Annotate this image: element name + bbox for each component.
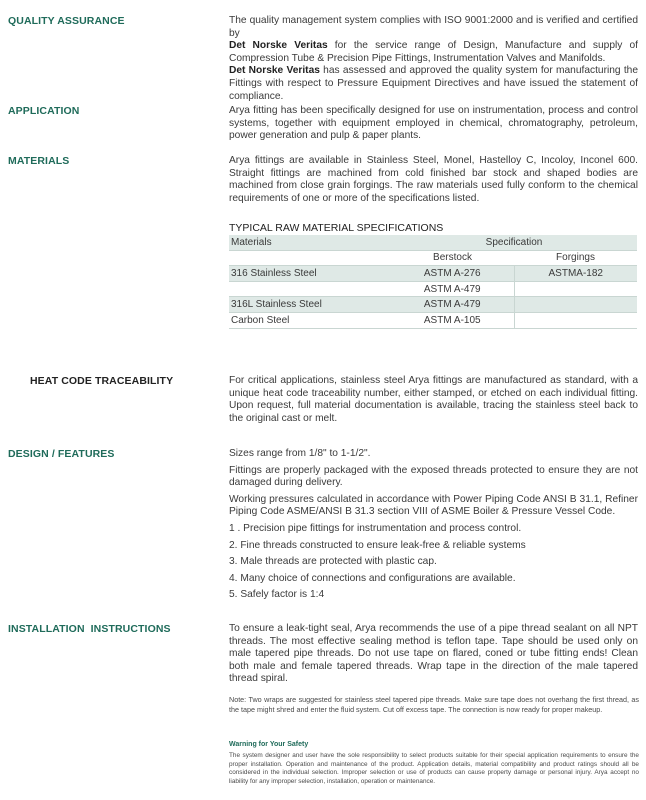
design-packaged: Fittings are properly packaged with the exposed threads protected to ensure they are not damaged during delivery. [229,464,638,489]
design-body [229,448,638,606]
barstock-cell: ASTM A-276 [391,266,514,282]
material-cell: Carbon Steel [229,312,391,328]
forgings-cell [514,297,637,313]
barstock-cell: ASTM A-479 [391,297,514,313]
quality-p1-c: for the service range of Design, Manufacture and supply of Compression Tube & Precision Pipe Fittings, Instrumentation Valves and Manifolds. [229,40,638,64]
list-item: 3. Male threads are protected with plastic cap. [229,556,437,568]
table-row [229,281,637,297]
materials-body: Arya fittings are available in Stainless Steel, Monel, Hastelloy C, Incoloy, Inconel 600. Straight fittings are machined from cold finished bar stock and shaped bodies are machined from close grain forgings. The raw materials used fully conform to the chemical requirements of one or more of the specifications listed. [229,155,638,204]
material-cell: 316 Stainless Steel [229,266,391,282]
heat-body: For critical applications, stainless steel Arya fittings are manufactured as standard, with a unique heat code traceability number, either stamped, or etched on each individual fitting. Upon request, full material documentation is available, tracing the stainless steel back to the original cast or melt. [229,375,638,424]
forgings-cell [514,281,637,297]
quality-p2-a: Det Norske Veritas [229,65,320,77]
table-row [229,312,637,328]
list-item: 4. Many choice of connections and configurations are available. [229,572,516,584]
heat-heading: HEAT CODE TRACEABILITY [30,375,174,387]
quality-heading: QUALITY ASSURANCE [8,15,125,27]
col-barstock: Berstock [391,250,514,266]
col-materials: Materials [229,235,391,250]
warning-text: The system designer and user have the sole responsibility to select products suitable for their special application requirements to ensure the proper installation. Operation and maintenance of the product. Application details, material compatibility and product ratings should all be considered in the individual selection. Improper selection or use of products can cause property damage or personal injury. Arya accept no liability for any improper selection, installation, operation or maintenance. [229,752,639,785]
quality-p2-b: has assessed and approved the quality system for manufacturing the Fittings with respect to Pressure Equipment Directives and have issued the statement of compliance. [229,65,638,102]
spec-table-title: TYPICAL RAW MATERIAL SPECIFICATIONS [229,222,444,234]
table-row [229,266,637,282]
material-cell: 316L Stainless Steel [229,297,391,313]
materials-heading: MATERIALS [8,155,70,167]
material-cell [229,281,391,297]
installation-note: Note: Two wraps are suggested for stainless steel tapered pipe threads. Make sure tape does not overhang the first thread, as the tape might shred and enter the fluid system. Cut off excess tape. The connection is now ready for proper makeup. [229,695,639,714]
application-body: Arya fitting has been specifically designed for use on instrumentation, process and control systems, together with equipment employed in chemical, chromatography, petroleum, power generation and pulp & paper plants. [229,105,638,142]
barstock-cell: ASTM A-479 [391,281,514,297]
quality-p1-b: Det Norske Veritas [229,40,328,52]
col-forgings: Forgings [514,250,637,266]
table-row [229,297,637,313]
list-item: 2. Fine threads constructed to ensure leak-free & reliable systems [229,539,526,551]
list-item: 1 . Precision pipe fittings for instrumentation and process control. [229,522,522,534]
barstock-cell: ASTM A-105 [391,312,514,328]
installation-heading: INSTALLATION INSTRUCTIONS [8,623,171,635]
design-pressures: Working pressures calculated in accordance with Power Piping Code ANSI B 31.1, Refiner Piping Code ASME/ANSI B 31.3 section VIII of ASME Boiler & Pressure Vessel Code. [229,493,638,518]
spec-table [229,221,637,329]
quality-body [229,15,638,103]
application-heading: APPLICATION [8,105,80,117]
installation-body: To ensure a leak-tight seal, Arya recommends the use of a pipe thread sealant on all NPT threads. The most effective sealing method is teflon tape. Tape should be used only on male tapered pipe threads. Do not use tape on flared, coned or tube fitting ends! Clean both male and female tapered threads. Wrap tape in the direction of the male tapered thread spiral. [229,623,638,685]
forgings-cell [514,312,637,328]
design-sizes: Sizes range from 1/8" to 1-1/2". [229,448,371,459]
spec-table-grid [229,235,637,329]
col-specification: Specification [391,235,637,250]
list-item: 5. Safely factor is 1:4 [229,589,325,601]
quality-p1-a: The quality management system complies with ISO 9001:2000 and is verified and certified by [229,15,638,39]
table-subheader-row [229,250,637,266]
design-heading: DESIGN / FEATURES [8,448,115,460]
warning-title: Warning for Your Safety [229,741,309,748]
table-header-row [229,235,637,250]
forgings-cell: ASTMA-182 [514,266,637,282]
